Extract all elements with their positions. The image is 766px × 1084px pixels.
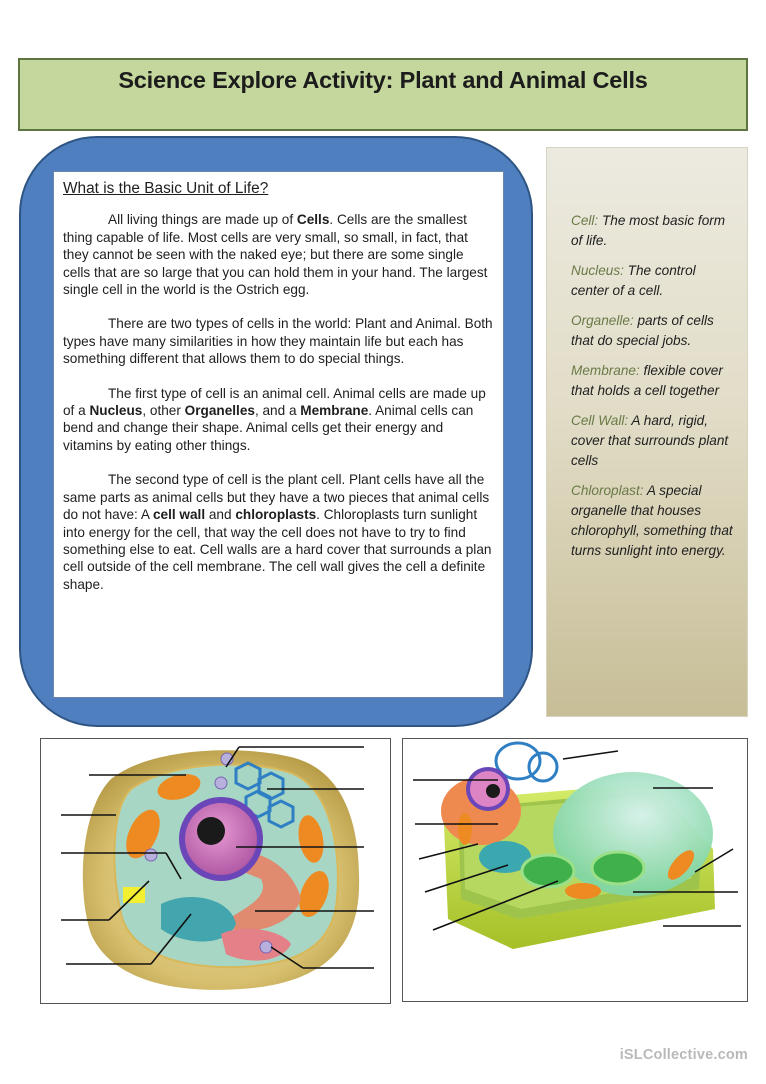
glossary-term: Nucleus: xyxy=(571,263,624,278)
glossary-entry xyxy=(571,261,733,301)
glossary-entry xyxy=(571,311,733,351)
paragraph-text: There are two types of cells in the world: Plant and Animal. Both types have many similarities in how they maintain life but each has something different that allows them to do special things. xyxy=(63,316,493,367)
plant-cell-diagram xyxy=(402,738,748,1002)
key-term: chloroplasts xyxy=(235,507,317,523)
paragraph-text: and xyxy=(205,507,236,523)
glossary-entry xyxy=(571,411,733,471)
paragraph-text: , and a xyxy=(254,403,301,419)
glossary-entry xyxy=(571,481,733,561)
glossary-term: Membrane: xyxy=(571,363,640,378)
paragraph-text: The first type of cell is an animal cell. Animal cells are made up of a xyxy=(63,385,486,419)
glossary-definition: A hard, rigid, cover that surrounds plant cells xyxy=(571,413,729,468)
glossary-definition: parts of cells that do special jobs. xyxy=(571,313,714,348)
animal-cell-diagram xyxy=(40,738,391,1004)
paragraph-text: . Cells are the smallest thing capable of life. Most cells are very small, so small, in fact, that they cannot be seen with the naked eye; but there are some single cells that are so large that you can hold them in your hand. The largest single cell in the world is the Ostrich egg. xyxy=(63,212,488,298)
glossary-term: Cell: xyxy=(571,213,599,228)
reading-paragraphs xyxy=(63,211,493,593)
glossary-entry xyxy=(571,361,733,401)
watermark: iSLCollective.com xyxy=(619,1047,748,1063)
glossary-term: Cell Wall: xyxy=(571,413,629,428)
glossary-term: Chloroplast: xyxy=(571,483,644,498)
paragraph-text: All living things are made up of xyxy=(108,212,297,228)
vocabulary-sidebar xyxy=(546,147,748,717)
page-title: Science Explore Activity: Plant and Animal Cells xyxy=(118,67,648,93)
key-term: cell wall xyxy=(152,507,206,523)
reading-paragraph xyxy=(63,315,493,367)
glossary-term: Organelle: xyxy=(571,313,634,328)
glossary-list xyxy=(571,211,733,561)
plant-cell-illustration xyxy=(403,739,749,1003)
paragraph-text: , other xyxy=(142,403,185,419)
key-term: Nucleus xyxy=(89,403,143,419)
key-term: Membrane xyxy=(300,403,369,419)
reading-passage xyxy=(53,171,504,698)
animal-cell-illustration xyxy=(41,739,392,1005)
reading-paragraph xyxy=(63,471,493,593)
glossary-definition: A special organelle that houses chlorophyll, something that turns sunlight into energy. xyxy=(571,483,733,558)
reading-paragraph xyxy=(63,211,493,298)
key-term: Organelles xyxy=(184,403,255,419)
glossary-definition: The most basic form of life. xyxy=(571,213,726,248)
paragraph-text: . Chloroplasts turn sunlight into energy for the cell, that way the cell does not have to try to find something else to eat. Cell walls are a hard cover that surrounds a plan cell outside of the cell membrane. The cell wall gives the cell a definite shape. xyxy=(63,507,492,592)
reading-paragraph xyxy=(63,385,493,455)
glossary-entry xyxy=(571,211,733,251)
key-term: Cells xyxy=(296,212,330,228)
title-banner xyxy=(18,58,748,131)
reading-heading: What is the Basic Unit of Life? xyxy=(63,180,269,197)
paragraph-text: The second type of cell is the plant cell. Plant cells have all the same parts as animal cells but they have a two pieces that animal cells do not have: A xyxy=(63,472,490,523)
glossary-definition: The control center of a cell. xyxy=(571,263,696,298)
paragraph-text: . Animal cells can bend and change their shape. Animal cells get their energy and vitamins by eating other things. xyxy=(63,403,474,453)
glossary-definition: flexible cover that holds a cell together xyxy=(571,363,723,398)
